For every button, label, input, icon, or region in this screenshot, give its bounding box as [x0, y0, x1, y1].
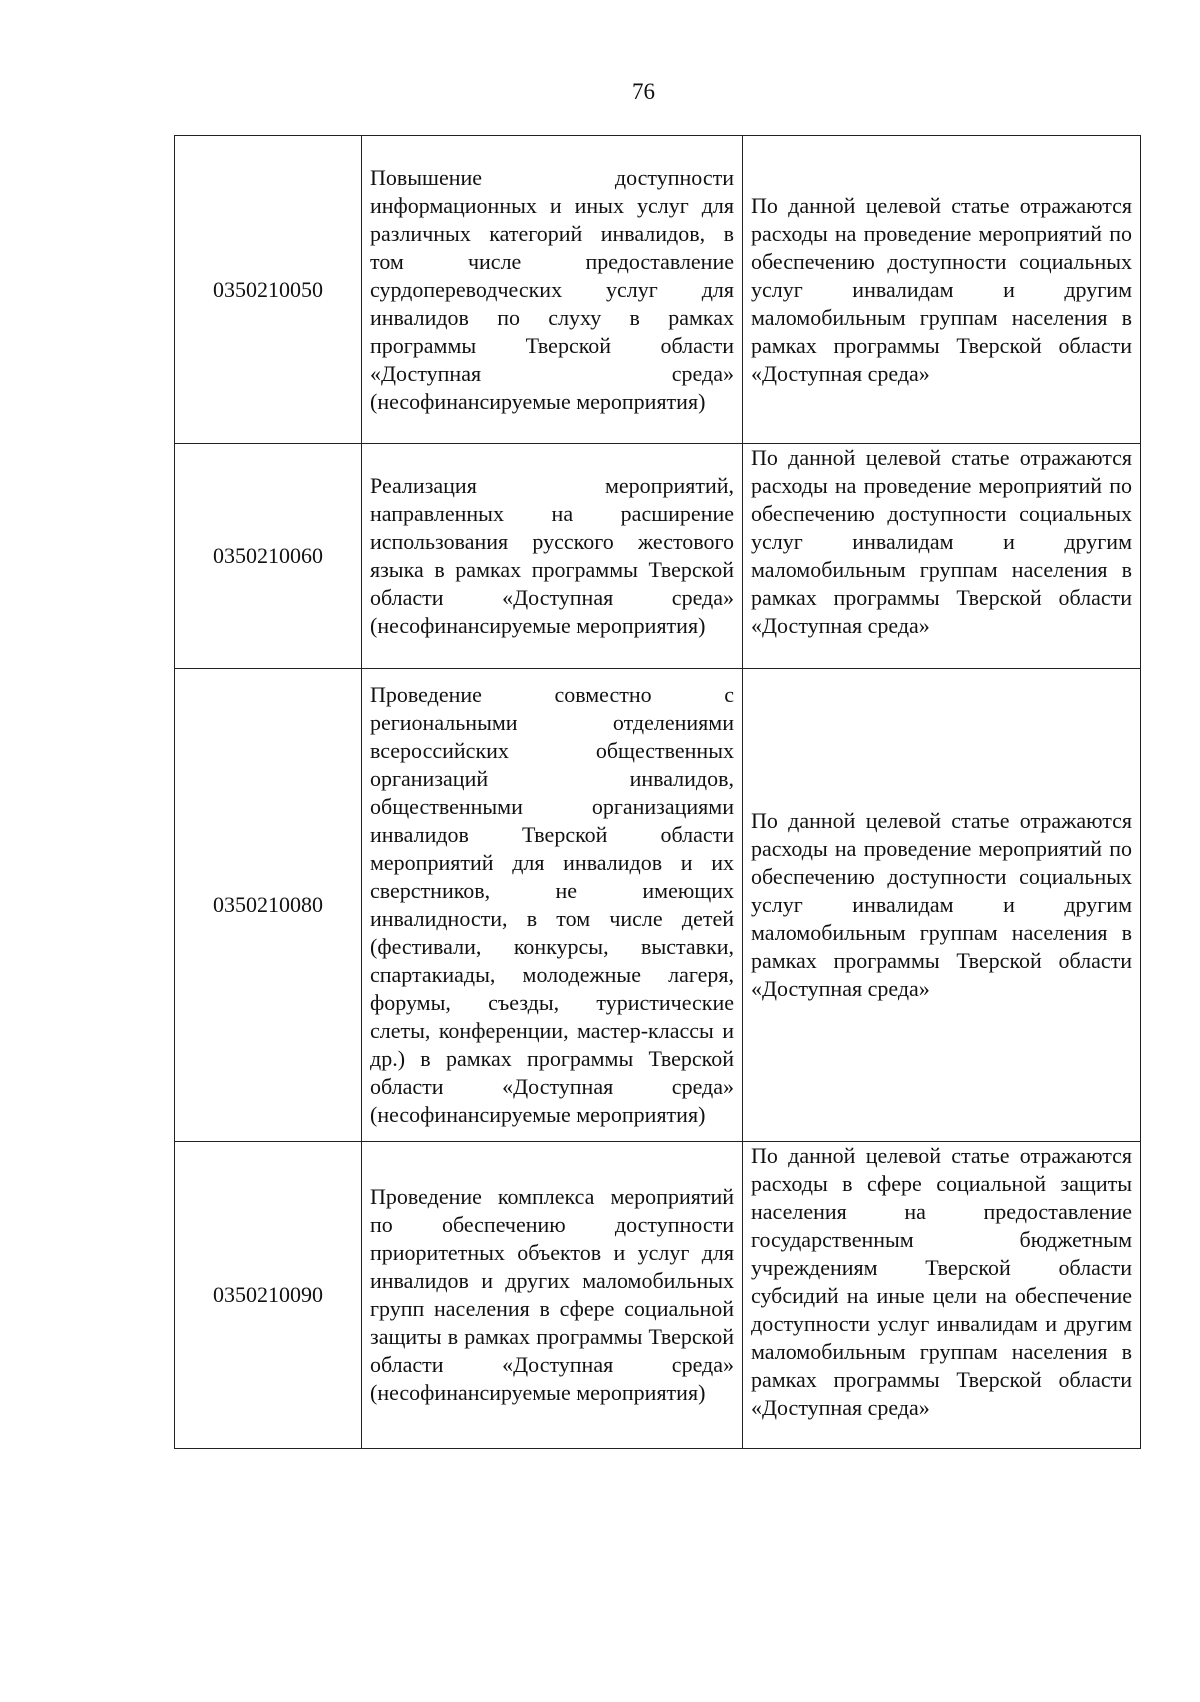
- name-cell: [362, 1142, 743, 1449]
- table-row: [175, 669, 1141, 1142]
- target-article-description: По данной целевой статье отражаются расходы на проведение мероприятий по обеспечению доступности социальных услуг инвалидам и другим маломобильным группам населения в рамках программы Тверской области «Доступная среда»: [751, 445, 1132, 638]
- table-row: [175, 444, 1141, 669]
- name-cell: [362, 669, 743, 1142]
- table-row: [175, 136, 1141, 444]
- code-cell: [175, 669, 362, 1142]
- target-article-code: 0350210060: [213, 543, 323, 568]
- description-cell: [743, 136, 1141, 444]
- target-article-description: По данной целевой статье отражаются расходы в сфере социальной защиты населения на предоставление государственным бюджетным учреждениям Тверской области субсидий на иные цели на обеспечение доступности услуг инвалидам и другим маломобильным группам населения в рамках программы Тверской области «Доступная среда»: [751, 1143, 1132, 1420]
- target-article-name: Проведение комплекса мероприятий по обеспечению доступности приоритетных объектов и услуг для инвалидов и других маломобильных групп населения в сфере социальной защиты в рамках программы Тверской области «Доступная среда» (несофинансируемые мероприятия): [370, 1184, 734, 1405]
- description-cell: [743, 444, 1141, 669]
- target-article-name: Реализация мероприятий, направленных на расширение использования русского жестового языка в рамках программы Тверской области «Доступная среда» (несофинансируемые мероприятия): [370, 473, 734, 638]
- code-cell: [175, 444, 362, 669]
- budget-classification-table: [174, 135, 1141, 1449]
- target-article-code: 0350210050: [213, 276, 323, 302]
- target-article-code: 0350210080: [213, 892, 323, 917]
- target-article-description: По данной целевой статье отражаются расходы на проведение мероприятий по обеспечению доступности социальных услуг инвалидам и другим маломобильным группам населения в рамках программы Тверской области «Доступная среда»: [751, 192, 1132, 386]
- description-cell: [743, 1142, 1141, 1449]
- table-row: [175, 1142, 1141, 1449]
- code-cell: [175, 136, 362, 444]
- page-number: 76: [632, 79, 655, 104]
- target-article-name: Повышение доступности информационных и иных услуг для различных категорий инвалидов, в том числе предоставление сурдопереводческих услуг для инвалидов по слуху в рамках программы Тверской области «Доступная среда» (несофинансируемые мероприятия): [370, 164, 734, 414]
- name-cell: [362, 444, 743, 669]
- name-cell: [362, 136, 743, 444]
- target-article-code: 0350210090: [213, 1282, 323, 1307]
- description-cell: [743, 669, 1141, 1142]
- target-article-description: По данной целевой статье отражаются расходы на проведение мероприятий по обеспечению доступности социальных услуг инвалидам и другим маломобильным группам населения в рамках программы Тверской области «Доступная среда»: [751, 808, 1132, 1001]
- target-article-name: Проведение совместно с региональными отделениями всероссийских общественных организаций инвалидов, общественными организациями инвалидов Тверской области мероприятий для инвалидов и их сверстников, не имеющих инвалидности, в том числе детей (фестивали, конкурсы, выставки, спартакиады, молодежные лагеря, форумы, съезды, туристические слеты, конференции, мастер-классы и др.) в рамках программы Тверской области «Доступная среда» (несофинансируемые мероприятия): [370, 682, 734, 1127]
- code-cell: [175, 1142, 362, 1449]
